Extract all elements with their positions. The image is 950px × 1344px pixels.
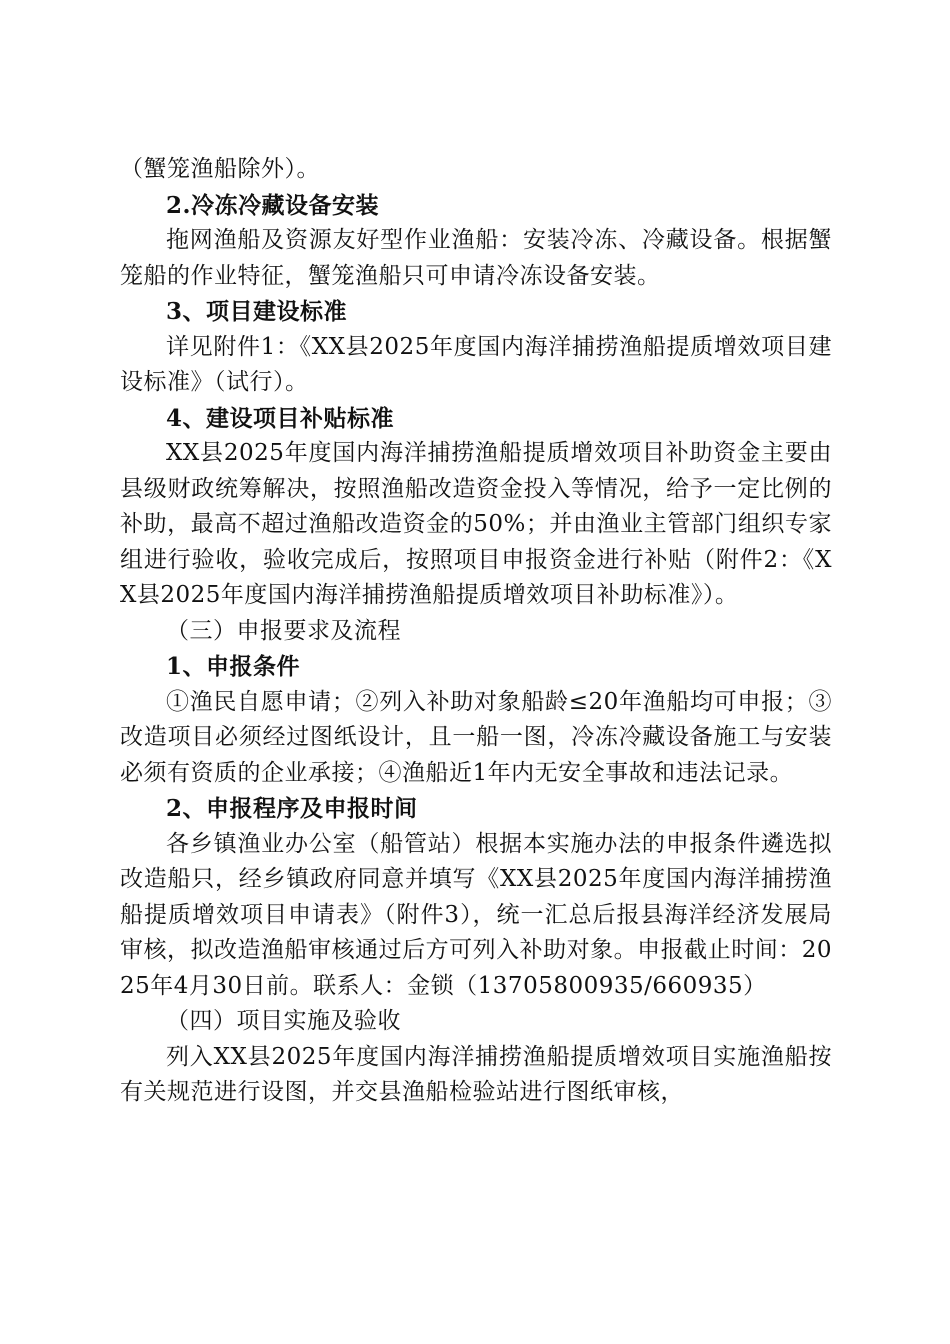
document-body (120, 152, 832, 1111)
paragraph-implementation: 列入XX县2025年度国内海洋捕捞渔船提质增效项目实施渔船按有关规范进行设图，并交县渔船检验站进行图纸审核， (120, 1043, 832, 1105)
paragraph-construction-standard: 详见附件1：《XX县2025年度国内海洋捕捞渔船提质增效项目建设标准》（试行）。 (120, 333, 832, 395)
section-title-application-requirements: （三）申报要求及流程 (166, 617, 401, 644)
paragraph-subsidy-standard: XX县2025年度国内海洋捕捞渔船提质增效项目补助资金主要由县级财政统筹解决，按照渔船改造资金投入等情况，给予一定比例的补助，最高不超过渔船改造资金的50%；并由渔业主管部门组织专家组进行验收，验收完成后，按照项目申报资金进行补贴（附件2：《XX县2025年度国内海洋捕捞渔船提质增效项目补助标准》）。 (120, 440, 832, 608)
paragraph-application-conditions: ①渔民自愿申请；②列入补助对象船龄≤20年渔船均可申报；③改造项目必须经过图纸设计，且一船一图，冷冻冷藏设备施工与安装必须有资质的企业承接；④渔船近1年内无安全事故和违法记录。 (120, 688, 832, 786)
heading-application-conditions: 1、申报条件 (166, 653, 301, 680)
paragraph-application-procedure: 各乡镇渔业办公室（船管站）根据本实施办法的申报条件遴选拟改造船只，经乡镇政府同意并填写《XX县2025年度国内海洋捕捞渔船提质增效项目申请表》（附件3），统一汇总后报县海洋经济发展局审核，拟改造渔船审核通过后方可列入补助对象。申报截止时间：2025年4月30日前。联系人：金锁（13705800935/660935） (120, 830, 832, 999)
section-title-implementation-acceptance: （四）项目实施及验收 (166, 1008, 401, 1034)
heading-refrigeration-equipment: 2.冷冻冷藏设备安装 (166, 191, 380, 219)
heading-construction-standard: 3、项目建设标准 (166, 298, 348, 325)
heading-subsidy-standard: 4、建设项目补贴标准 (166, 404, 395, 432)
paragraph-refrigeration-equipment: 拖网渔船及资源友好型作业渔船：安装冷冻、冷藏设备。根据蟹笼船的作业特征，蟹笼渔船只可申请冷冻设备安装。 (120, 227, 832, 289)
heading-application-procedure: 2、申报程序及申报时间 (166, 795, 418, 822)
paragraph-continuation: （蟹笼渔船除外）。 (120, 156, 320, 182)
